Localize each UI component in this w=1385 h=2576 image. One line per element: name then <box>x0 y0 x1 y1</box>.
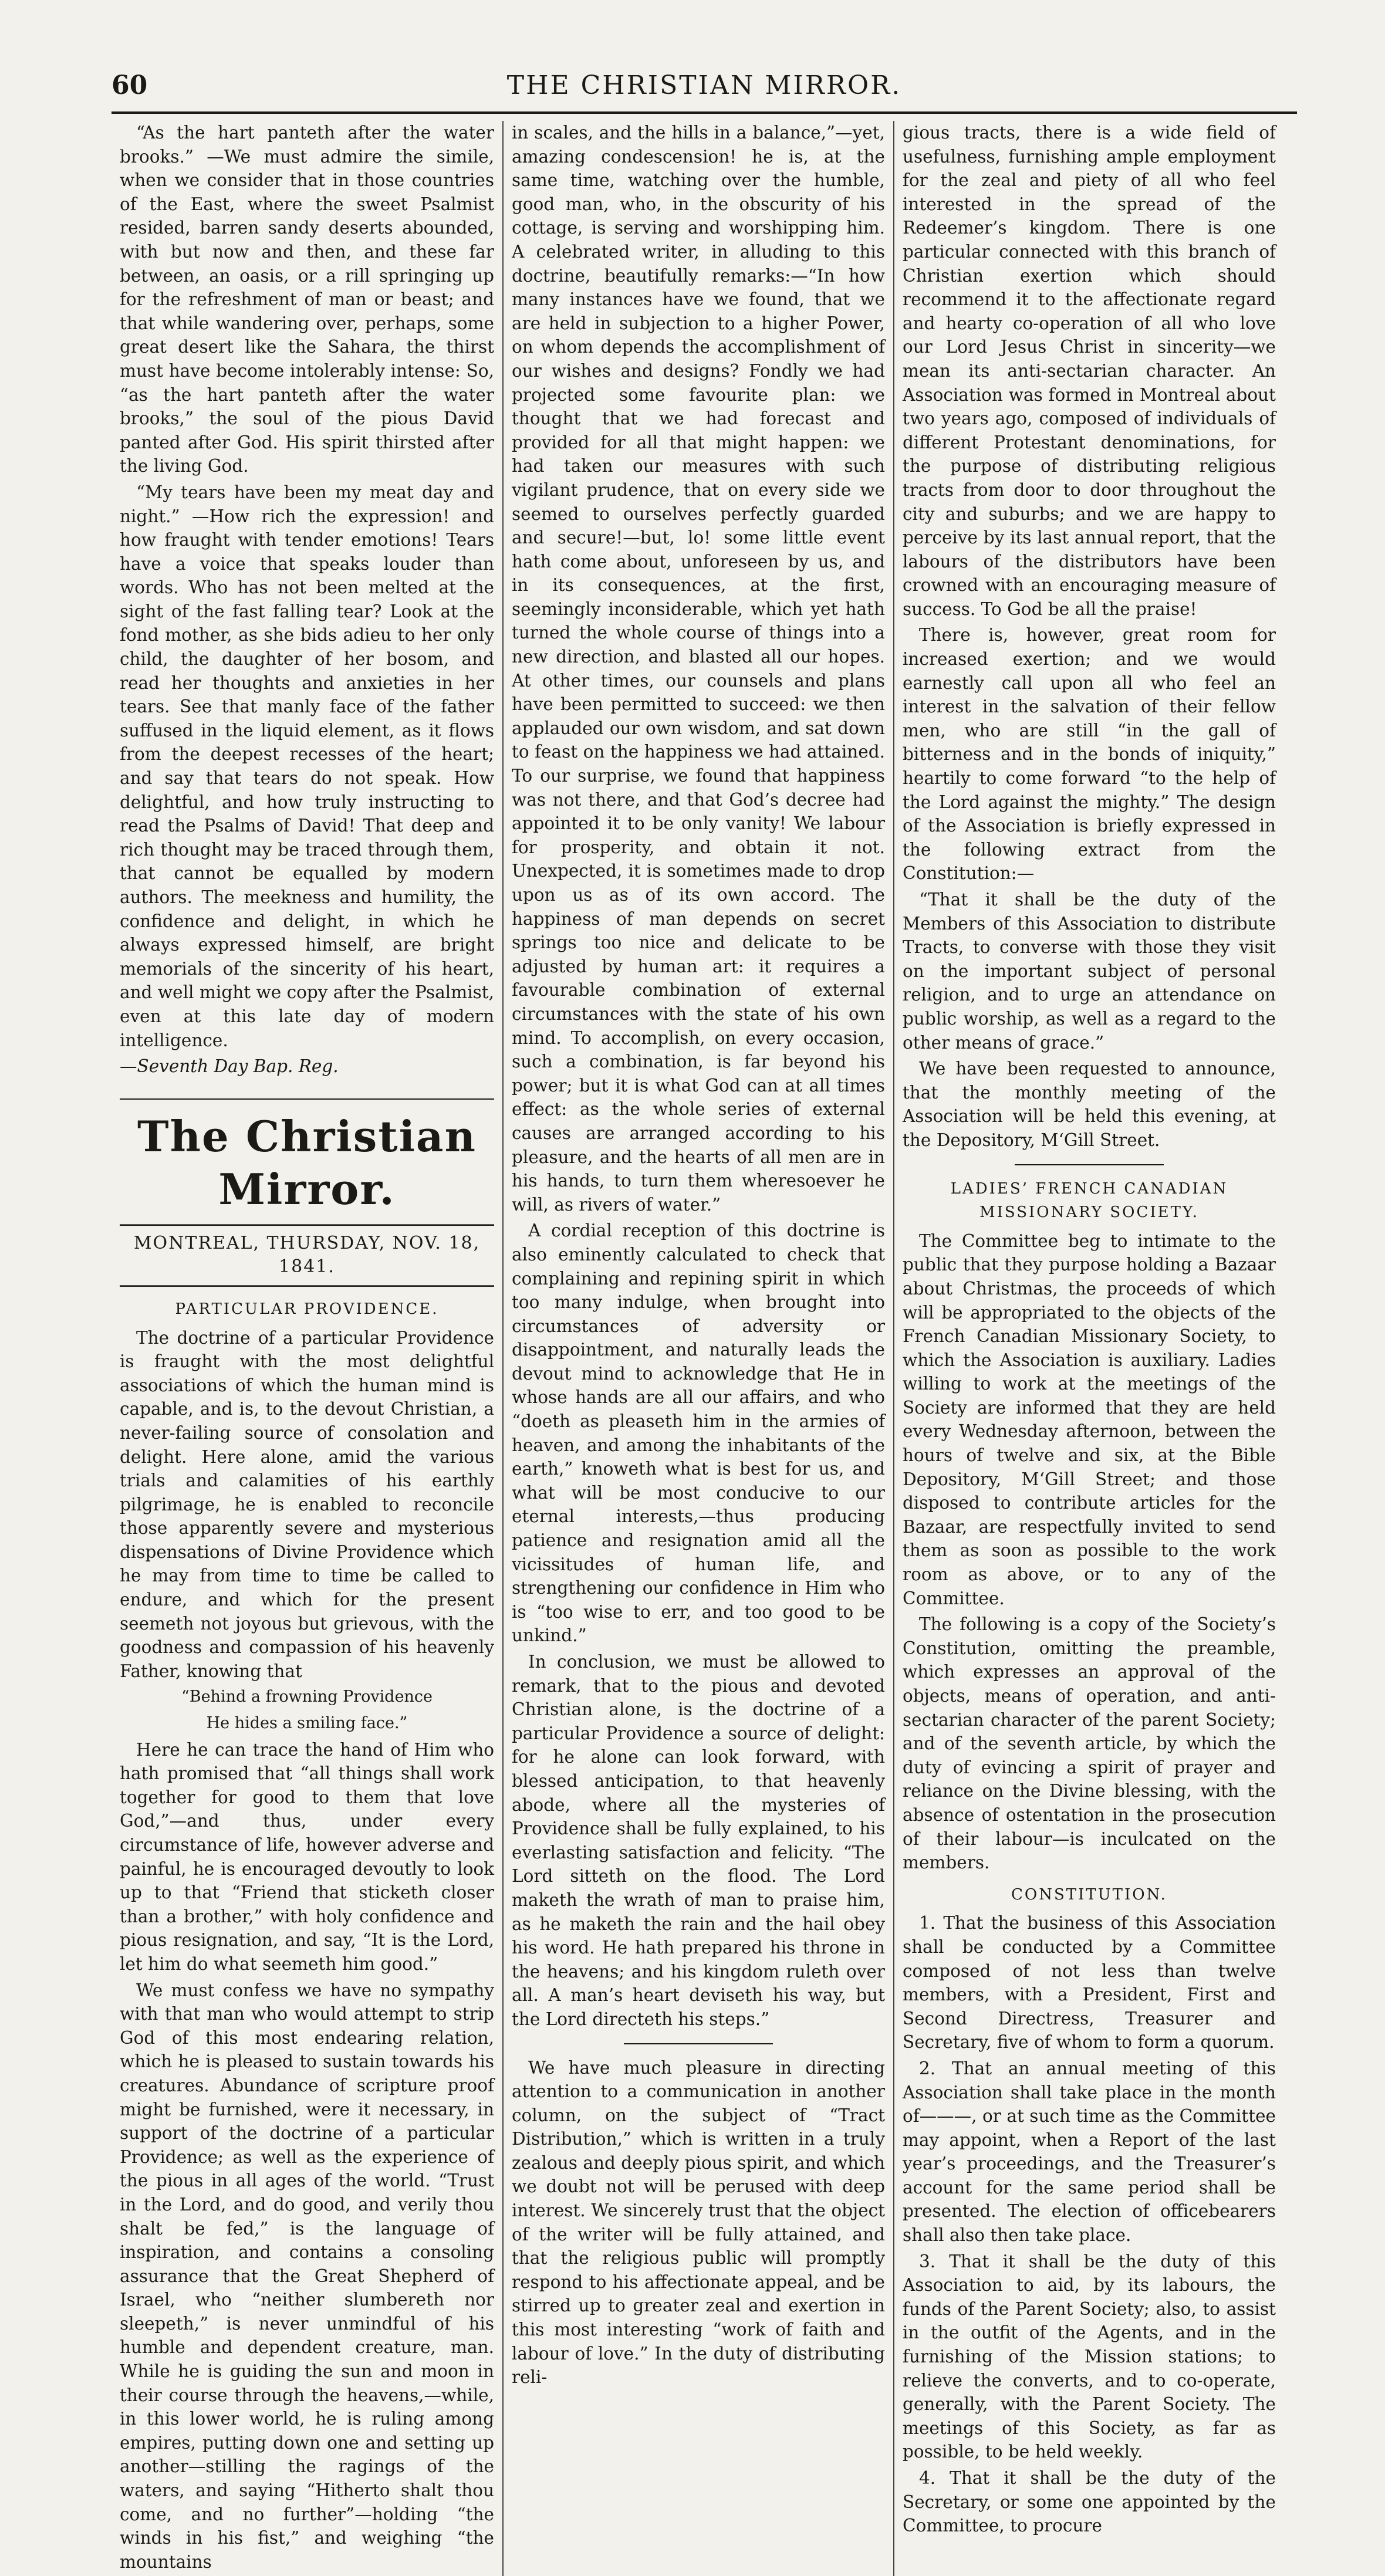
paragraph: The doctrine of a particular Providence is fraught with the most delightful associations of which the human mind is capable, and is, to the devout Christian, a never-failing source of consolation and delight. Here alone, amid the various trials and calamities of his earthly pilgrimage, he is enabled to reconcile those apparently severe and mysterious dispensations of Divine Providence which he may from time to time be called to endure, and which for the present seemeth not joyous but grievous, with the goodness and compassion of his heavenly Father, knowing that <box>120 1327 494 1681</box>
page-header <box>112 53 1297 114</box>
running-title: THE CHRISTIAN MIRROR. <box>506 70 902 100</box>
verse-line: “Behind a frowning Providence <box>181 1688 433 1706</box>
quoted-extract: “That it shall be the duty of the Members of this Association to distribute Tracts, to converse with those they visit on the important subject of personal religion, and to urge an attendance on public worship, as well as a regard to the other means of grace.” <box>903 890 1276 1053</box>
verse-line: He hides a smiling face.” <box>206 1714 408 1733</box>
paragraph: “My tears have been my meat day and night.” —How rich the expression! and how fraught with tender emotions! Tears have a voice that speaks louder than words. Who has not been melted at the sight of the fast falling tear? Look at the fond mother, as she bids adieu to her only child, the daughter of her bosom, and read her thoughts and anxieties in her tears. See that manly face of the father suffused in the liquid element, as it flows from the deepest recesses of the heart; and say that tears do not speak. How delightful, and how truly instructing to read the Psalms of David! That deep and rich thought may be traced through them, that cannot be equalled by modern authors. The meekness and humility, the confidence and delight, in which he always expressed himself, are bright memorials of the sincerity of his heart, and well might we copy after the Psalmist, even at this late day of modern intelligence. <box>120 482 494 1050</box>
paragraph: “As the hart panteth after the water brooks.” —We must admire the simile, when we consider that in those countries of the East, where the sweet Psalmist resided, barren sandy deserts abounded, with but now and then, and these far between, an oasis, or a rill springing up for the refreshment of man or beast; and that while wandering over, perhaps, some great desert like the Sahara, the thirst must have become intolerably intense: So, “as the hart panteth after the water brooks,” the soul of the pious David panted after God. His spirit thirsted after the living God. <box>120 123 494 476</box>
paragraph: We have been requested to announce, that the monthly meeting of the Association will be held this evening, at the Depository, M‘Gill Street. <box>903 1059 1276 1150</box>
page-number: 60 <box>112 70 148 100</box>
column-1 <box>112 121 502 2576</box>
paragraph: There is, however, great room for increased exertion; and we would earnestly call upon all who feel an interest in the salvation of their fellow men, who are still “in the gall of bitterness and in the bonds of iniquity,” heartily to come forward “to the help of the Lord against the mighty.” The design of the Association is briefly expressed in the following extract from the Constitution:— <box>903 625 1276 884</box>
article-columns <box>112 121 1297 2576</box>
paragraph: We must confess we have no sympathy with that man who would attempt to strip God of this most endearing relation, which he is pleased to sustain towards his creatures. Abundance of scripture proof might be furnished, were it necessary, in support of the doctrine of a particular Providence; as well as the experience of the pious in all ages of the world. “Trust in the Lord, and do good, and verily thou shalt be fed,” is the language of inspiration, and contains a consoling assurance that the Great Shepherd of Israel, who “neither slumbereth nor sleepeth,” is never unmindful of his humble and dependent creature, man. While he is guiding the sun and moon in their course through the heavens,—while, in this lower world, he is ruling among empires, putting down one and setting up another—stilling the ragings of the waters, and saying “Hitherto shalt thou come, and no further”—holding “the winds in his fist,” and weighing “the mountains <box>120 1980 494 2572</box>
paragraph: The following is a copy of the Society’s Constitution, omitting the preamble, which expresses an approval of the objects, means of operation, and anti-sectarian character of the parent Society; and of the seventh article, by which the duty of evincing a spirit of prayer and reliance on the Divine blessing, with the absence of ostentation in the prosecution of their labour—is inculcated on the members. <box>903 1614 1276 1873</box>
paragraph: Here he can trace the hand of Him who hath promised that “all things shall work together for good to them that love God,”—and thus, under every circumstance of life, however adverse and painful, he is encouraged devoutly to look up to that “Friend that sticketh closer than a brother,” with holy confidence and pious resignation, and say, “It is the Lord, let him do what seemeth him good.” <box>120 1739 494 1974</box>
article-heading: PARTICULAR PROVIDENCE. <box>175 1300 439 1318</box>
paragraph: in scales, and the hills in a balance,”—yet, amazing condescension! he is, at the same time, watching over the humble, good man, who, in the obscurity of his cottage, is serving and worshipping him. A celebrated writer, in alluding to this doctrine, beautifully remarks:—“In how many instances have we found, that we are held in subjection to a higher Power, on whom depends the accomplishment of our wishes and designs? Fondly we had projected some favourite plan: we thought that we had forecast and provided for all that might happen: we had taken our measures with such vigilant prudence, that on every side we seemed to ourselves perfectly guarded and secure!—but, lo! some little event hath come about, unforeseen by us, and in its consequences, at the first, seemingly inconsiderable, which yet hath turned the whole course of things into a new direction, and blasted all our hopes. At other times, our counsels and plans have been permitted to succeed: we then applauded our own wisdom, and sat down to feast on the happiness we had attained. To our surprise, we found that happiness was not there, and that God’s decree had appointed it to be only vanity! We labour for prosperity, and obtain it not. Unexpected, it is sometimes made to drop upon us as of its own accord. The happiness of man depends on secret springs too nice and delicate to be adjusted by human art: it requires a favourable combination of external circumstances with the state of his own mind. To accomplish, on every occasion, such a combination, is far beyond his power; but it is what God can at all times effect: as the whole series of external causes are arranged according to his pleasure, and the hearts of all men are in his hands, to turn them wheresoever he will, as rivers of water.” <box>512 123 885 1215</box>
paragraph: The Committee beg to intimate to the public that they purpose holding a Bazaar about Christmas, the proceeds of which will be appropriated to the objects of the French Canadian Missionary Society, to which the Association is auxiliary. Ladies willing to work at the meetings of the Society are informed that they are held every Wednesday afternoon, between the hours of twelve and six, at the Bible Depository, M‘Gill Street; and those disposed to contribute articles for the Bazaar, are respectfully invited to send them as soon as possible to the work room as above, or to any of the Committee. <box>903 1230 1276 1608</box>
constitution-article: 4. That it shall be the duty of the Secretary, or some one appointed by the Committee, to procure <box>903 2468 1276 2536</box>
source-credit: —Seventh Day Bap. Reg. <box>120 1056 339 1077</box>
constitution-article: 2. That an annual meeting of this Association shall take place in the month of———, or at such time as the Committee may appoint, when a Report of the last year’s proceedings, and the Treasurer’s account for the same period shall be presented. The election of officebearers shall also then take place. <box>903 2058 1276 2246</box>
dateline: MONTREAL, THURSDAY, NOV. 18, 1841. <box>120 1224 494 1287</box>
paragraph: We have much pleasure in directing attention to a communication in another column, on the subject of “Tract Distribution,” which is written in a truly zealous and deeply pious spirit, and which we doubt not will be perused with deep interest. We sincerely trust that the object of the writer will be fully attained, and that the religious public will promptly respond to his affectionate appeal, and be stirred up to greater zeal and exertion in this most interesting “work of faith and labour of love.” In the duty of distributing reli- <box>512 2057 885 2388</box>
divider <box>1015 1164 1164 1165</box>
masthead: The Christian Mirror. <box>120 1098 494 1216</box>
section-heading: CONSTITUTION. <box>1011 1885 1167 1904</box>
paragraph: A cordial reception of this doctrine is also eminently calculated to check that complaining and repining spirit in which too many indulge, when brought into circumstances of adversity or disappointment, and naturally leads the devout mind to acknowledge that He in whose hands are all our affairs, and who “doeth as pleaseth him in the armies of heaven, and among the inhabitants of the earth,” knoweth what is best for us, and what will be most conducive to our eternal interests,—thus producing patience and resignation amid all the vicissitudes of human life, and strengthening our confidence in Him who is “too wise to err, and too good to be unkind.” <box>512 1221 885 1646</box>
column-3 <box>893 121 1284 2576</box>
article-heading: LADIES’ FRENCH CANADIAN MISSIONARY SOCIETY. <box>950 1179 1228 1222</box>
divider <box>624 2043 773 2044</box>
paragraph: In conclusion, we must be allowed to remark, that to the pious and devoted Christian alone, is the doctrine of a particular Providence a source of delight: for he alone can look forward, with blessed anticipation, to that heavenly abode, where all the mysteries of Providence shall be fully explained, to his everlasting satisfaction and felicity. “The Lord sitteth on the flood. The Lord maketh the wrath of man to praise him, as he maketh the rain and the hail obey his word. He hath prepared his throne in the heavens; and his kingdom ruleth over all. A man’s heart deviseth his way, but the Lord directeth his steps.” <box>512 1652 885 2029</box>
paragraph: gious tracts, there is a wide field of usefulness, furnishing ample employment for the zeal and piety of all who feel interested in the spread of the Redeemer’s kingdom. There is one particular connected with this branch of Christian exertion which should recommend it to the affectionate regard and hearty co-operation of all who love our Lord Jesus Christ in sincerity—we mean its anti-sectarian character. An Association was formed in Montreal about two years ago, composed of individuals of different Protestant denominations, for the purpose of distributing religious tracts from door to door throughout the city and suburbs; and we are happy to perceive by its last annual report, that the labours of the distributors have been crowned with an encouraging measure of success. To God be all the praise! <box>903 123 1276 619</box>
constitution-article: 3. That it shall be the duty of this Association to aid, by its labours, the funds of the Parent Society; also, to assist in the outfit of the Agents, and in the furnishing of the Mission stations; to relieve the converts, and to co-operate, generally, with the Parent Society. The meetings of this Society, as far as possible, to be held weekly. <box>903 2251 1276 2462</box>
column-2 <box>502 121 893 2576</box>
constitution-article: 1. That the business of this Association shall be conducted by a Committee composed of not less than twelve members, with a President, First and Second Directress, Treasurer and Secretary, five of whom to form a quorum. <box>903 1913 1276 2053</box>
